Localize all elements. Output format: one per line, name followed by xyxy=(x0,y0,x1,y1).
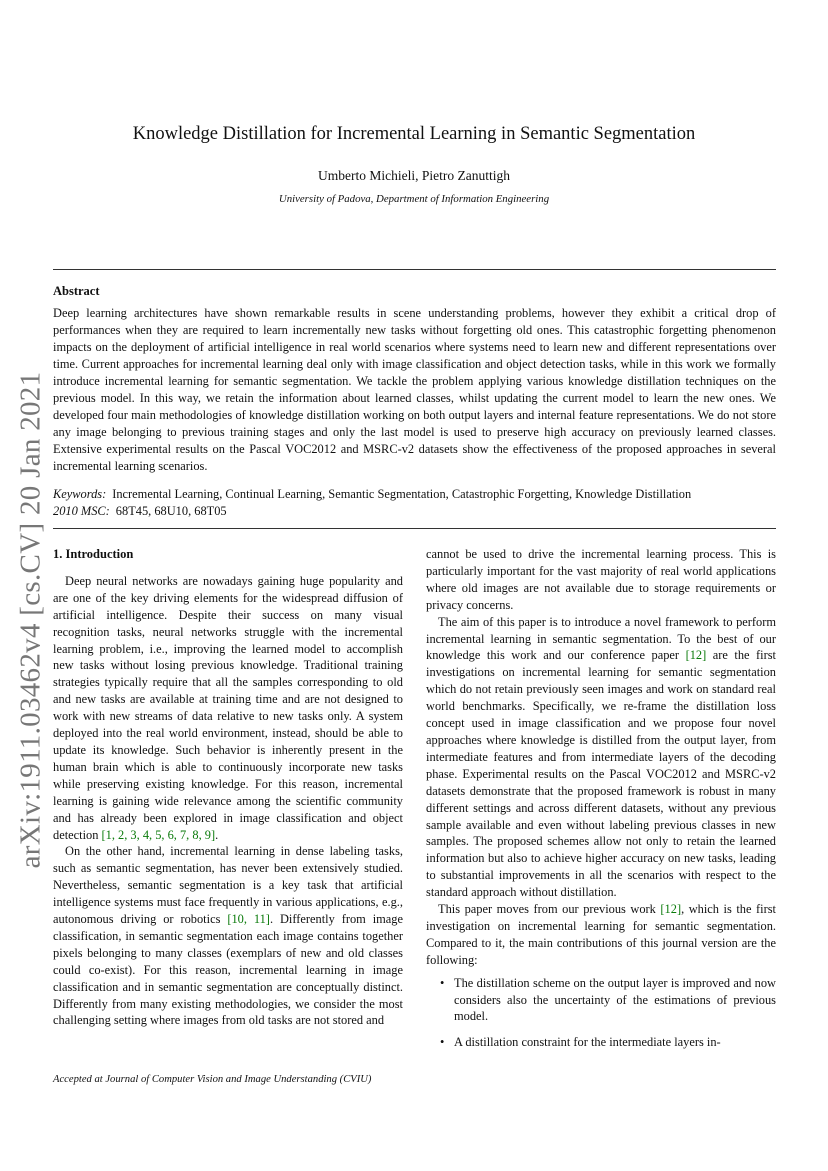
msc-line xyxy=(53,503,776,520)
arxiv-identifier-text: arXiv:1911.03462v4 [cs.CV] 20 Jan 2021 xyxy=(14,371,47,869)
citation-link[interactable]: [12] xyxy=(685,648,707,663)
intro-paragraph-1 xyxy=(53,573,403,844)
top-rule xyxy=(53,269,776,270)
intro-paragraph-2 xyxy=(53,843,403,1029)
author-affiliation: University of Padova, Department of Information Engineering xyxy=(278,193,550,205)
left-column xyxy=(53,546,403,1029)
abstract-heading: Abstract xyxy=(53,284,100,298)
intro-paragraph-4 xyxy=(426,901,776,969)
intro-p4-text-a: This paper moves from our previous work xyxy=(438,902,661,917)
abstract-text: Deep learning architectures have shown remarkable results in scene understanding problems, however they exhibit a critical drop of performances when they are required to learn incrementally new tasks without forgetting old ones. This catastrophic forgetting phenomenon impacts on the deployment of artificial intelligence in real world scenarios where systems need to learn new and different representations over time. Current approaches for incremental learning deal only with image classification and object detection tasks, while in this work we formally introduce incremental learning for semantic segmentation. We tackle the problem applying various knowledge distillation techniques on the previous model. In this way, we retain the information about learned classes, whilst updating the current model to learn the new ones. We developed four main methodologies of knowledge distillation working on both output layers and internal feature representations. We do not store any image belonging to previous training stages and only the last model is used to preserve high accuracy on previously learned classes. Extensive experimental results on the Pascal VOC2012 and MSRC-v2 datasets show the effectiveness of the proposed approaches in several incremental learning scenarios. xyxy=(53,306,776,473)
intro-paragraph-3 xyxy=(426,614,776,901)
contributions-list xyxy=(426,975,776,1052)
abstract-bottom-rule xyxy=(53,528,776,529)
paper-authors: Umberto Michieli, Pietro Zanuttigh xyxy=(318,168,510,183)
msc-text: 68T45, 68U10, 68T05 xyxy=(115,504,227,518)
right-column xyxy=(426,546,776,1060)
msc-label: 2010 MSC: xyxy=(53,504,110,518)
section-heading-introduction: 1. Introduction xyxy=(53,547,134,561)
intro-p3-text-a: The aim of this paper is to introduce a novel framework to perform incremental learning in semantic segmentation. To the best of our knowledge this work and our conference paper xyxy=(426,614,776,663)
arxiv-identifier-stamp xyxy=(6,370,56,870)
contribution-item: • A distillation constraint for the intermediate layers in- xyxy=(426,1034,776,1051)
intro-paragraph-2-continued: cannot be used to drive the incremental learning process. This is particularly important for the vast majority of real world applications where old images are not available due to storage requirements or privacy concerns. xyxy=(426,547,776,612)
intro-p1-text: Deep neural networks are nowadays gaining huge popularity and are one of the key driving elements for the widespread diffusion of artificial intelligence. Despite their success on many visual recognition tasks, neural networks struggle with the incremental learning problem, i.e., improving the learned model to accomplish new tasks without losing previous knowledge. Traditional training strategies typically require that all the samples corresponding to old and new tasks are available at training time and are not designed to work with new streams of data relative to new tasks only. A system deployed into the real world environment, instead, should be able to update its knowledge. Such behavior is inherently present in the human brain which is able to continuously incorporate new tasks while preserving existing knowledge. For this reason, incremental learning is gaining wide relevance among the scientific community and has already been explored in image classification and object detection xyxy=(53,573,403,842)
intro-p4-text-b: , which is the first investigation on incremental learning for semantic segmentation. Compared to it, the main contributions of this journal version are the following: xyxy=(426,902,776,967)
citation-link[interactable]: [12] xyxy=(660,902,682,917)
contribution-item: • The distillation scheme on the output layer is improved and now considers also the uncertainty of the estimations of previous model. xyxy=(426,975,776,1026)
citation-link[interactable]: [1, 2, 3, 4, 5, 6, 7, 8, 9] xyxy=(101,827,216,842)
citation-link[interactable]: [10, 11] xyxy=(227,912,270,927)
paper-title: Knowledge Distillation for Incremental Learning in Semantic Segmentation xyxy=(132,124,696,144)
keywords-line xyxy=(53,486,776,503)
intro-p2-text-b: . Differently from image classification, in semantic segmentation each image contains together pixels belonging to many classes (exemplars of new and old classes could co-exist). For this reason, incremental learning in image classification and in semantic segmentation are conceptually distinct. Differently from many existing methodologies, we consider the most challenging setting where images from old tasks are not stored and xyxy=(53,912,403,1028)
keywords-text: Incremental Learning, Continual Learning, Semantic Segmentation, Catastrophic Forgetting, Knowledge Distillation xyxy=(112,487,692,501)
intro-p3-text-b: are the first investigations on incremental learning for semantic segmentation which do not retain previously seen images and work on standard real world benchmarks. Specifically, we re-frame the distillation loss concept used in image classification and we propose four novel approaches where knowledge is distilled from the output layer, from intermediate features and from intermediate layers of the decoding phase. Experimental results on the Pascal VOC2012 and MSRC-v2 datasets demonstrate that the proposed framework is robust in many different settings and across different datasets, without any previous sample available and even without labeling previous classes in new samples. The proposed schemes allow not only to retain the learned information but also to achieve higher accuracy on new tasks, leading to substantial improvements in all the scenarios with respect to the standard approach without distillation. xyxy=(426,648,776,900)
keywords-label: Keywords: xyxy=(53,487,107,501)
intro-p2-text-a: On the other hand, incremental learning in dense labeling tasks, such as semantic segmentation, has never been extensively studied. Nevertheless, semantic segmentation is a key task that artificial intelligence systems must face frequently in various applications, e.g., autonomous driving or robotics xyxy=(53,844,403,927)
page-footer-note: Accepted at Journal of Computer Vision and Image Understanding (CVIU) xyxy=(53,1074,372,1085)
intro-p1-end: . xyxy=(215,827,219,842)
